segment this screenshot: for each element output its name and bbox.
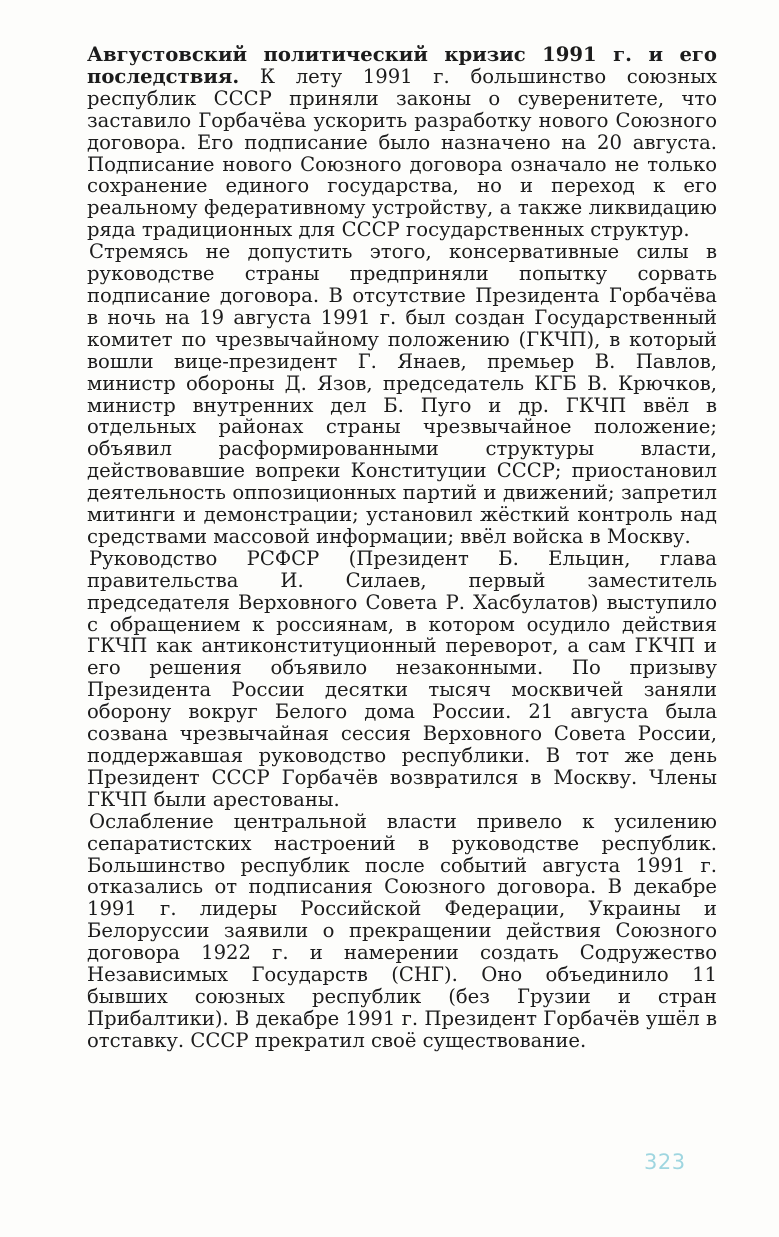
paragraph-2: Стремясь не допустить этого, консервативные силы в руководстве страны предприняли попытку сорвать подписание договора. В отсутствие Президента Горбачёва в ночь на 19 августа 1991 г. был создан Государственный комитет по чрезвычайному положению (ГКЧП), в который вошли вице-президент Г. Янаев, премьер В. Павлов, министр обороны Д. Язов, председатель КГБ В. Крючков, министр внутренних дел Б. Пуго и др. ГКЧП ввёл в отдельных районах страны чрезвычайное положение; объявил расформированными структуры власти, действовавшие вопреки Конституции СССР; приостановил деятельность оппозиционных партий и движений; запретил митинги и демонстрации; установил жёсткий контроль над средствами массовой информации; ввёл войска в Москву. bbox=[87, 240, 717, 548]
section-heading: Августовский политический кризис 1991 г. и его последствия. bbox=[87, 43, 717, 88]
paragraph-4: Ослабление центральной власти привело к усилению сепаратистских настроений в руководстве республик. Большинство республик после событий августа 1991 г. отказались от подписания Союзного договора. В декабре 1991 г. лидеры Российской Федерации, Украины и Белоруссии заявили о прекращении действия Союзного договора 1922 г. и намерении создать Содружество Независимых Государств (СНГ). Оно объединило 11 бывших союзных республик (без Грузии и стран Прибалтики). В декабре 1991 г. Президент Горбачёв ушёл в отставку. СССР прекратил своё существование. bbox=[87, 809, 717, 1052]
paragraph-3: Руководство РСФСР (Президент Б. Ельцин, глава правительства И. Силаев, первый заместитель председателя Верховного Совета Р. Хасбулатов) выступило с обращением к россиянам, в котором осудило действия ГКЧП как антиконституционный переворот, а сам ГКЧП и его решения объявило незаконными. По призыву Президента России десятки тысяч москвичей заняли оборону вокруг Белого дома России. 21 августа была созвана чрезвычайная сессия Верховного Совета России, поддержавшая руководство республики. В тот же день Президент СССР Горбачёв возвратился в Москву. Члены ГКЧП были арестованы. bbox=[87, 546, 717, 811]
page-number: 323 bbox=[644, 1150, 686, 1174]
page-content bbox=[87, 44, 717, 1052]
paragraph-1 bbox=[87, 44, 717, 241]
paragraph-1-text: К лету 1991 г. большинство союзных республик СССР приняли законы о суверенитете, что заставило Горбачёва ускорить разработку нового Союзного договора. Его подписание было назначено на 20 августа. Подписание нового Союзного договора означало не только сохранение единого государства, но и переход к его реальному федеративному устройству, а также ликвидацию ряда традиционных для СССР государственных структур. bbox=[87, 64, 718, 242]
